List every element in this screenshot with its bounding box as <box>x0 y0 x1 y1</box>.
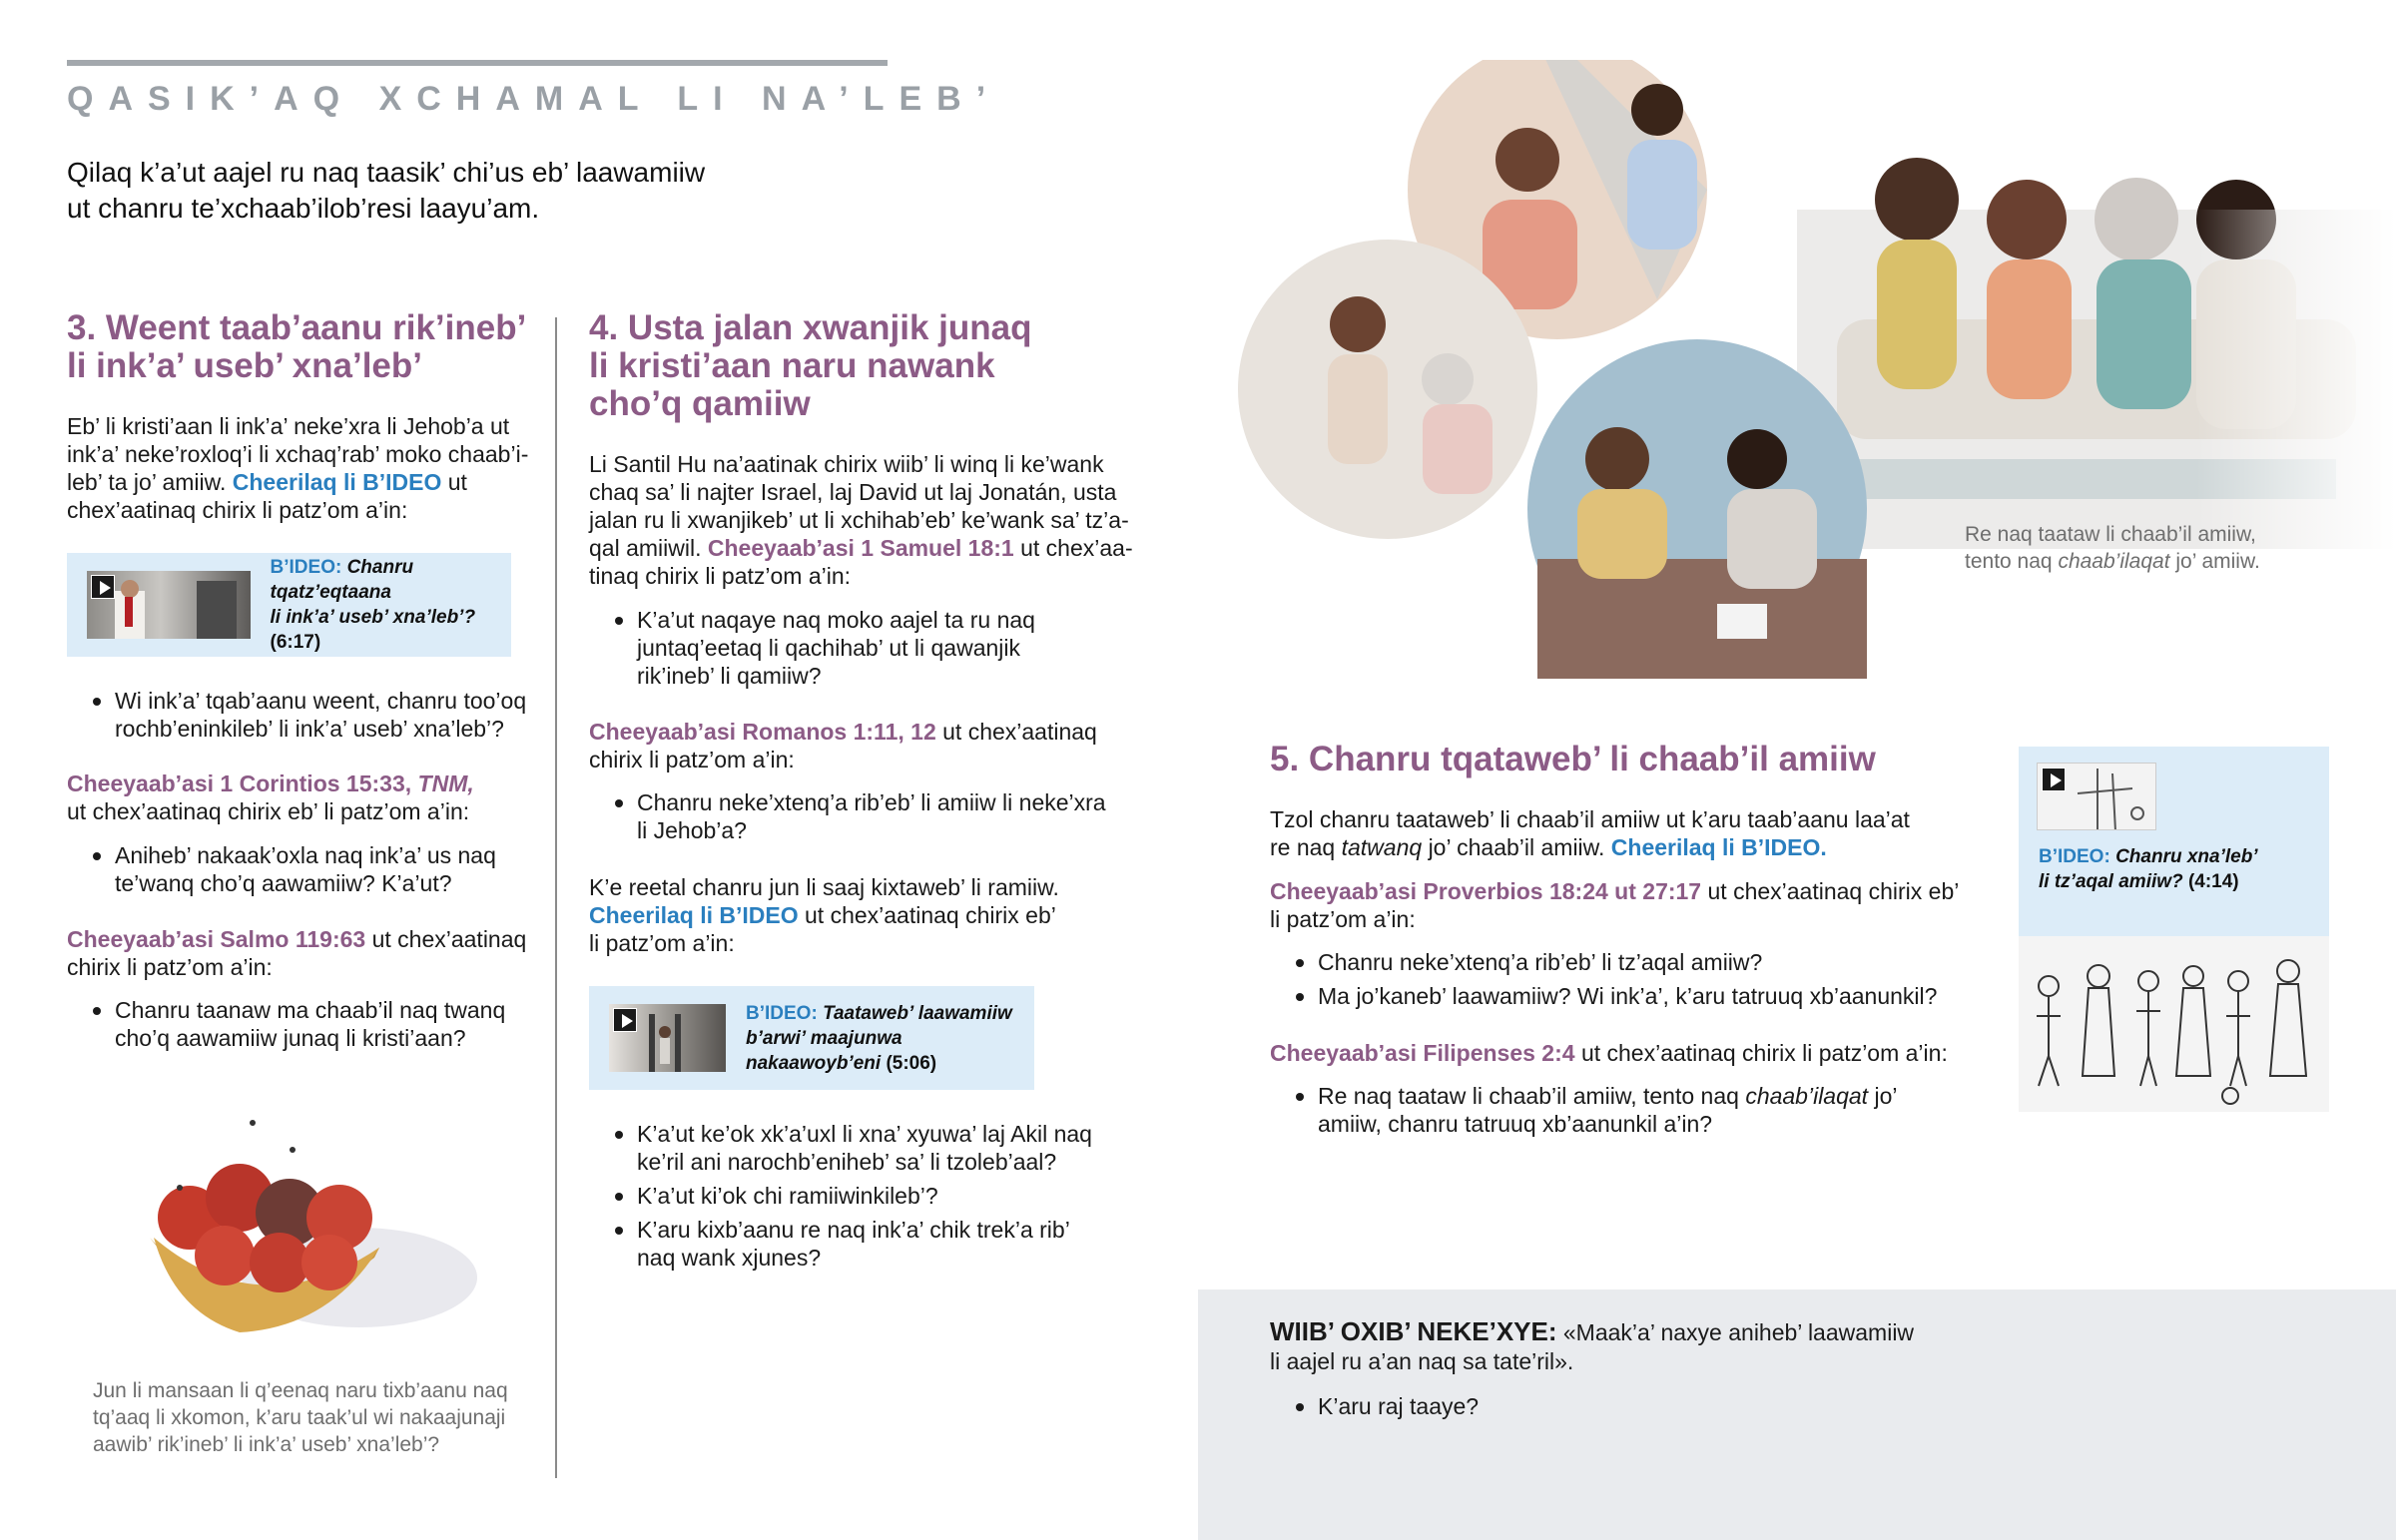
scripture-ref-proverbs: Cheeyaab’asi Proverbios 18:24 ut 27:17 ut chex’aatinaq chirix eb’ li patz’om a’in: <box>1270 878 1960 932</box>
text-line: leb’ ta jo’ amiiw. <box>67 469 227 495</box>
video-duration: (4:14) <box>2187 871 2239 892</box>
objection-question <box>1270 1392 1969 1426</box>
scripture-link[interactable]: Cheeyaab’asi Salmo 119:63 <box>67 926 366 952</box>
text-line: ut chex’aatinaq chirix eb’ li patz’om a’in: <box>67 798 470 824</box>
fly <box>290 1147 296 1153</box>
header-rule <box>67 60 888 66</box>
section-3-heading <box>67 309 536 385</box>
friend-body <box>1877 240 1957 389</box>
thumbnail-sketch <box>2038 764 2156 830</box>
woman-body <box>1727 489 1817 589</box>
section-kicker: QASIK’AQ XCHAMAL LI NA’LEB’ <box>67 80 1001 118</box>
question-item: Chanru neke’xtenq’a rib’eb’ li amiiw li neke’xra li Jehob’a? <box>589 788 1148 844</box>
diverse-people-sketch <box>2019 936 2329 1112</box>
fly <box>250 1120 256 1126</box>
text-line: ink’a’ neke’roxloq’i li xchaq’rab’ moko chaab’i- <box>67 441 529 467</box>
question-item: K’a’ut ke’ok xk’a’uxl li xna’ xyuwa’ laj Akil naq ke’ril ani narochb’eniheb’ sa’ li tzoleb’aal? <box>589 1120 1148 1176</box>
text-line: Eb’ li kristi’aan li ink’a’ neke’xra li Jehob’a ut <box>67 413 510 439</box>
question-item: Chanru taanaw ma chaab’il naq twanq cho’q aawamiiw junaq li kristi’aan? <box>67 996 556 1052</box>
video-label <box>271 555 511 655</box>
illustration-caption: Re naq taataw li chaab’il amiiw, tento naq chaab’ilaqat jo’ amiiw. <box>1965 523 2260 573</box>
apple <box>195 1226 255 1285</box>
friend-body <box>1987 259 2072 399</box>
video-thumbnail[interactable] <box>2037 763 2156 830</box>
intro-line: Qilaq k’a’ut aajel ru naq taasik’ chi’us eb’ laawamiiw <box>67 157 706 188</box>
scripture-link[interactable]: Cheeyaab’asi Romanos 1:11, 12 <box>589 719 936 745</box>
text-line: chirix li patz’om a’in: <box>67 954 273 980</box>
text-line: ut <box>447 469 467 495</box>
woman-body <box>1328 354 1388 464</box>
question-item: K’a’ut ki’ok chi ramiiwinkileb’? <box>589 1182 1148 1210</box>
scripture-link[interactable]: Cheeyaab’asi 1 Samuel 18:1 <box>707 535 1014 561</box>
question-item: Wi ink’a’ tqab’aanu weent, chanru too’oq rochb’eninkileb’ li ink’a’ useb’ xna’leb’? <box>67 687 556 743</box>
scripture-link[interactable]: Cheeyaab’asi Filipenses 2:4 <box>1270 1040 1575 1066</box>
section-5-heading: 5. Chanru tqataweb’ li chaab’il amiiw <box>1270 740 1876 778</box>
video-thumbnail[interactable] <box>609 1004 726 1072</box>
video-duration: (5:06) <box>886 1052 937 1074</box>
section-4-paragraph: Li Santil Hu na’aatinak chirix wiib’ li winq li ke’wank chaq sa’ li najter Israel, laj David ut laj Jonatán, usta jalan ru li xwanjikeb’ ut li xchihab’eb’ ke’wank sa’ tz’a- qal amiiwil. Cheeyaab’asi 1 Samuel 18:1 ut chex’aa- tinaq chirix li patz’om a’in: <box>589 451 1133 589</box>
fly <box>177 1185 183 1191</box>
text-line: chex’aatinaq chirix li patz’om a’in: <box>67 497 408 523</box>
woman-head <box>1330 296 1386 352</box>
section-4-questions-2 <box>589 788 1148 850</box>
heading-line: li ink’a’ useb’ xna’leb’ <box>67 346 422 385</box>
scene-fade <box>2196 210 2396 569</box>
friend-head <box>1987 180 2067 259</box>
woman-body <box>1627 140 1697 250</box>
thumbnail-figure <box>609 1004 726 1072</box>
table <box>1537 559 1867 679</box>
video-duration: (6:17) <box>270 632 321 653</box>
apple-caption: Jun li mansaan li q’eenaq naru tixb’aanu naq tq’aaq li xkomon, k’aru taak’ul wi nakaajunaji aawib’ rik’ineb’ li ink’a’ useb’ xna’leb’? <box>93 1379 508 1456</box>
watch-video-link[interactable]: Cheerilaq li B’IDEO <box>589 902 799 928</box>
question-item: Re naq taataw li chaab’il amiiw, tento naq chaab’ilaqat jo’ amiiw, chanru tatruuq xb’aanunkil a’in? <box>1270 1082 1989 1138</box>
tissue-box <box>1717 604 1767 639</box>
watch-video-link[interactable]: Cheerilaq li B’IDEO <box>232 469 442 495</box>
section-4-paragraph-2: K’e reetal chanru jun li saaj kixtaweb’ li ramiiw. Cheerilaq li B’IDEO ut chex’aatinaq chirix eb’ li patz’om a’in: <box>589 874 1059 956</box>
thumbnail-figure <box>87 571 251 639</box>
video-title: Chanru tqatz’eqtaana <box>270 557 414 603</box>
question-item: K’aru raj taaye? <box>1270 1392 1969 1420</box>
heading-line: 3. Weent taab’aanu rik’ineb’ <box>67 308 527 347</box>
section-4-questions-1 <box>589 606 1148 696</box>
woman-head <box>1727 429 1787 489</box>
column-divider <box>555 317 557 1478</box>
translation-label: TNM, <box>417 770 474 796</box>
intro-text <box>67 155 806 227</box>
scripture-ref-romans: Cheeyaab’asi Romanos 1:11, 12 ut chex’aatinaq chirix li patz’om a’in: <box>589 719 1097 772</box>
woman-head <box>1631 84 1683 136</box>
question-item: K’aru kixb’aanu re naq ink’a’ chik trek’a rib’ naq wank xjunes? <box>589 1216 1148 1272</box>
friends-illustration <box>1238 60 2396 709</box>
question-item: K’a’ut naqaye naq moko aajel ta ru naq juntaq’eetaq li qachihab’ ut li qawanjik rik’ineb’ li qamiiw? <box>589 606 1148 690</box>
video-thumbnail[interactable] <box>87 571 251 639</box>
section-3-paragraph <box>67 412 546 524</box>
section-5-paragraph: Tzol chanru taataweb’ li chaab’il amiiw ut k’aru taab’aanu laa’at re naq tatwanq jo’ chaab’il amiiw. Cheerilaq li B’IDEO. <box>1270 806 1910 860</box>
video-title: li ink’a’ useb’ xna’leb’? <box>270 607 476 628</box>
question-item: Aniheb’ nakaak’oxla naq ink’a’ us naq te’wanq cho’q aawamiiw? K’a’ut? <box>67 841 556 897</box>
video-tag: B’IDEO: <box>270 557 342 578</box>
scripture-link[interactable]: Cheeyaab’asi Proverbios 18:24 ut 27:17 <box>1270 878 1702 904</box>
section-4-questions-3 <box>589 1120 1148 1278</box>
apple <box>301 1235 357 1290</box>
elderly-body <box>1423 404 1493 494</box>
apple-bowl-illustration <box>130 1098 489 1367</box>
question-item: Ma jo’kaneb’ laawamiiw? Wi ink’a’, k’aru tatruuq xb’aanunkil? <box>1270 982 1989 1010</box>
friend-head <box>1875 158 1959 242</box>
section-3-questions-1 <box>67 687 556 749</box>
video-label: B’IDEO: Chanru xna’leb’ li tz’aqal amiiw? (4:14) <box>2039 846 2258 892</box>
section-5-questions-1 <box>1270 948 1989 1016</box>
section-5-questions-2 <box>1270 1082 1989 1144</box>
woman-head <box>1585 427 1649 491</box>
video-card-find-friends[interactable] <box>589 986 1034 1090</box>
watch-video-link[interactable]: Cheerilaq li B’IDEO. <box>1610 834 1827 860</box>
scripture-ref-1-corinthians <box>67 770 556 825</box>
woman-head <box>1496 128 1559 192</box>
friend-body <box>2096 259 2191 409</box>
objection-label: WIIB’ OXIB’ NEKE’XYE: <box>1270 1316 1557 1346</box>
objection-text: WIIB’ OXIB’ NEKE’XYE: «Maak’a’ naxye aniheb’ laawamiiw li aajel ru a’an naq sa tate’ril». <box>1270 1316 1915 1374</box>
video-card-true-friend[interactable] <box>2019 747 2329 1112</box>
intro-line: ut chanru te’xchaab’ilob’resi laayu’am. <box>67 193 540 224</box>
woman-body <box>1577 489 1667 579</box>
video-label: B’IDEO: Taataweb’ laawamiiw b’arwi’ maajunwa nakaawoyb’eni (5:06) <box>746 1002 1012 1074</box>
section-3-questions-3 <box>67 996 556 1058</box>
section-3-questions-2 <box>67 841 556 903</box>
scripture-ref-philippians: Cheeyaab’asi Filipenses 2:4 ut chex’aatinaq chirix li patz’om a’in: <box>1270 1040 1948 1066</box>
elderly-head <box>1422 353 1474 405</box>
friend-head <box>2095 178 2178 261</box>
apple <box>250 1233 309 1292</box>
question-item: Chanru neke’xtenq’a rib’eb’ li tz’aqal amiiw? <box>1270 948 1989 976</box>
scripture-ref-psalm: Cheeyaab’asi Salmo 119:63 ut chex’aatinaq chirix li patz’om a’in: <box>67 925 556 981</box>
video-card-bad-associations[interactable] <box>67 553 511 657</box>
scripture-link[interactable]: Cheeyaab’asi 1 Corintios 15:33, <box>67 770 412 796</box>
section-4-heading: 4. Usta jalan xwanjik junaq li kristi’aan naru nawank cho’q qamiiw <box>589 308 1032 423</box>
